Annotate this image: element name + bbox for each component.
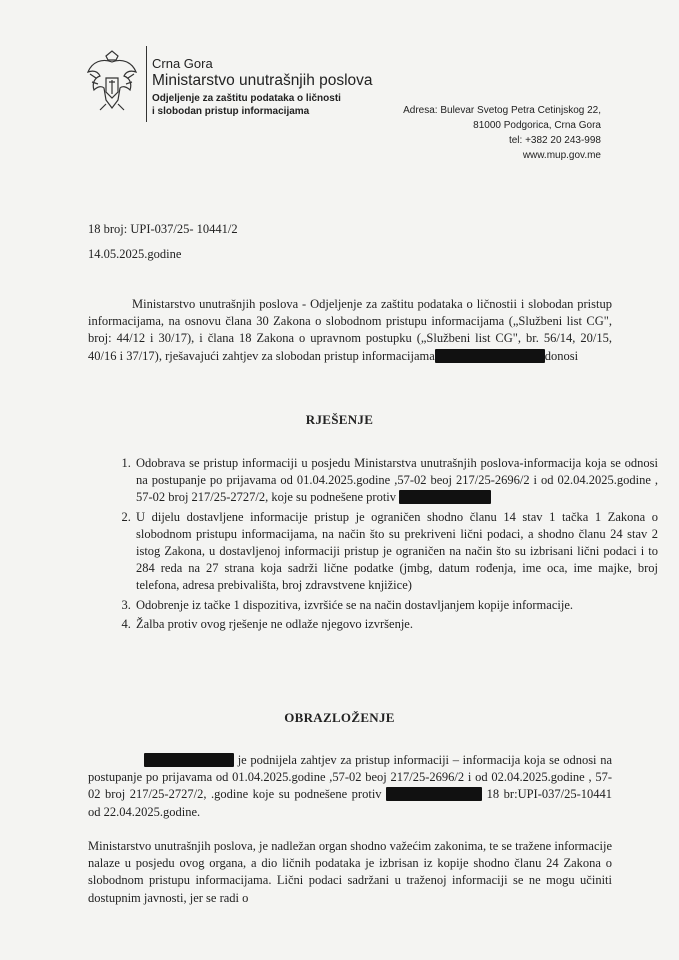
redaction-box	[386, 787, 482, 801]
address-city: 81000 Podgorica, Crna Gora	[473, 120, 601, 131]
decision-item-3: 3. Odobrenje iz tačke 1 dispozitiva, izvršiće se na način dostavljanjem kopije informacije.	[134, 597, 658, 614]
decision-item-4: 4. Žalba protiv ovog rješenje ne odlaže njegovo izvršenje.	[134, 616, 658, 633]
intro-ending: donosi	[544, 348, 579, 363]
address-website: www.mup.gov.me	[522, 150, 601, 161]
redaction-box	[144, 753, 234, 767]
reasoning-paragraph-1: je podnijela zahtjev za pristup informaciji – informacija koja se odnosi na postupanje po prijavama od 01.04.2025.godine ,57-02 beoj 217/25-2696/2 i od 02.04.2025.godine , 57-02 broj 217/25-2727/2, .godine koje su podnešene protiv 18 br:UPI-037/25-10441 od 22.04.2025.godine.	[88, 753, 613, 819]
decision-list	[88, 455, 658, 635]
reasoning-title: OBRAZLOŽENJE	[284, 710, 395, 725]
coat-of-arms-icon	[84, 48, 140, 114]
letterhead-divider	[146, 46, 147, 122]
redaction-box	[399, 490, 491, 504]
decision-title: RJEŠENJE	[305, 412, 374, 427]
decision-item-2: 2. U dijelu dostavljene informacije pristup je ograničen shodno članu 14 stav 1 tačka 1 Zakona o slobodnom pristupu informacijama, na način što su prekriveni lični podaci, a shodno članu 24 stav 2 istog Zakona, u dostavljenoj informaciji pristup je ograničen na način što su izbrisani lični podaci i to 284 reda na 27 strana koja sadrži lične podatke (jmbg, datum rođenja, ime oca, ime majke, broj telefona, adresa prebivališta, broj zdravstvene knjižice)	[134, 509, 658, 595]
reasoning-paragraph-2: Ministarstvo unutrašnjih poslova, je nadležan organ shodno važećim zakonima, te se tražene informacije nalaze u posjedu ovog organa, a dio ličnih podataka je izbrisan iz kopije shodno članu 24 Zakona o slobodnom pristupu informacijama. Lični podaci sadržani u traženoj informaciji se ne mogu učiniti dostupnim javnosti, jer se radi o	[88, 839, 612, 905]
ministry-name: Ministarstvo unutrašnjih poslova	[152, 72, 373, 89]
redaction-box	[435, 349, 545, 363]
department-line-1: Odjeljenje za zaštitu podataka o ličnosti	[152, 93, 341, 104]
reference-number: 18 broj: UPI-037/25- 10441/2	[88, 222, 238, 236]
address-street: Adresa: Bulevar Svetog Petra Cetinjskog 22,	[403, 105, 601, 116]
reference-date: 14.05.2025.godine	[88, 247, 182, 261]
department-line-2: i slobodan pristup informacijama	[152, 106, 310, 117]
address-phone: tel: +382 20 243-998	[508, 135, 601, 146]
intro-text: Ministarstvo unutrašnjih poslova - Odjeljenje za zaštitu podataka o ličnostii i slobodan pristup informacijama, na osnovu člana 30 Zakona o slobodnom pristupu informacijama („Službeni list CG", broj: 44/12 i 30/17), i člana 18 Zakona o upravnom postupku („Službeni list CG", br. 56/14, 20/15, 40/16 i 37/17), rješavajući zahtjev za slobodan pristup informacijama	[88, 297, 612, 363]
address-block	[403, 103, 601, 163]
intro-paragraph	[88, 296, 612, 365]
department-name	[152, 92, 341, 118]
country-name: Crna Gora	[152, 56, 213, 71]
decision-item-1: 1. Odobrava se pristup informaciji u posjedu Ministarstva unutrašnjih poslova-informacija koja se odnosi na postupanje po prijavama od 01.04.2025.godine ,57-02 beoj 217/25-2696/2 i od 02.04.2025.godine , 57-02 broj 217/25-2727/2, koje su podnešene protiv	[134, 455, 658, 507]
